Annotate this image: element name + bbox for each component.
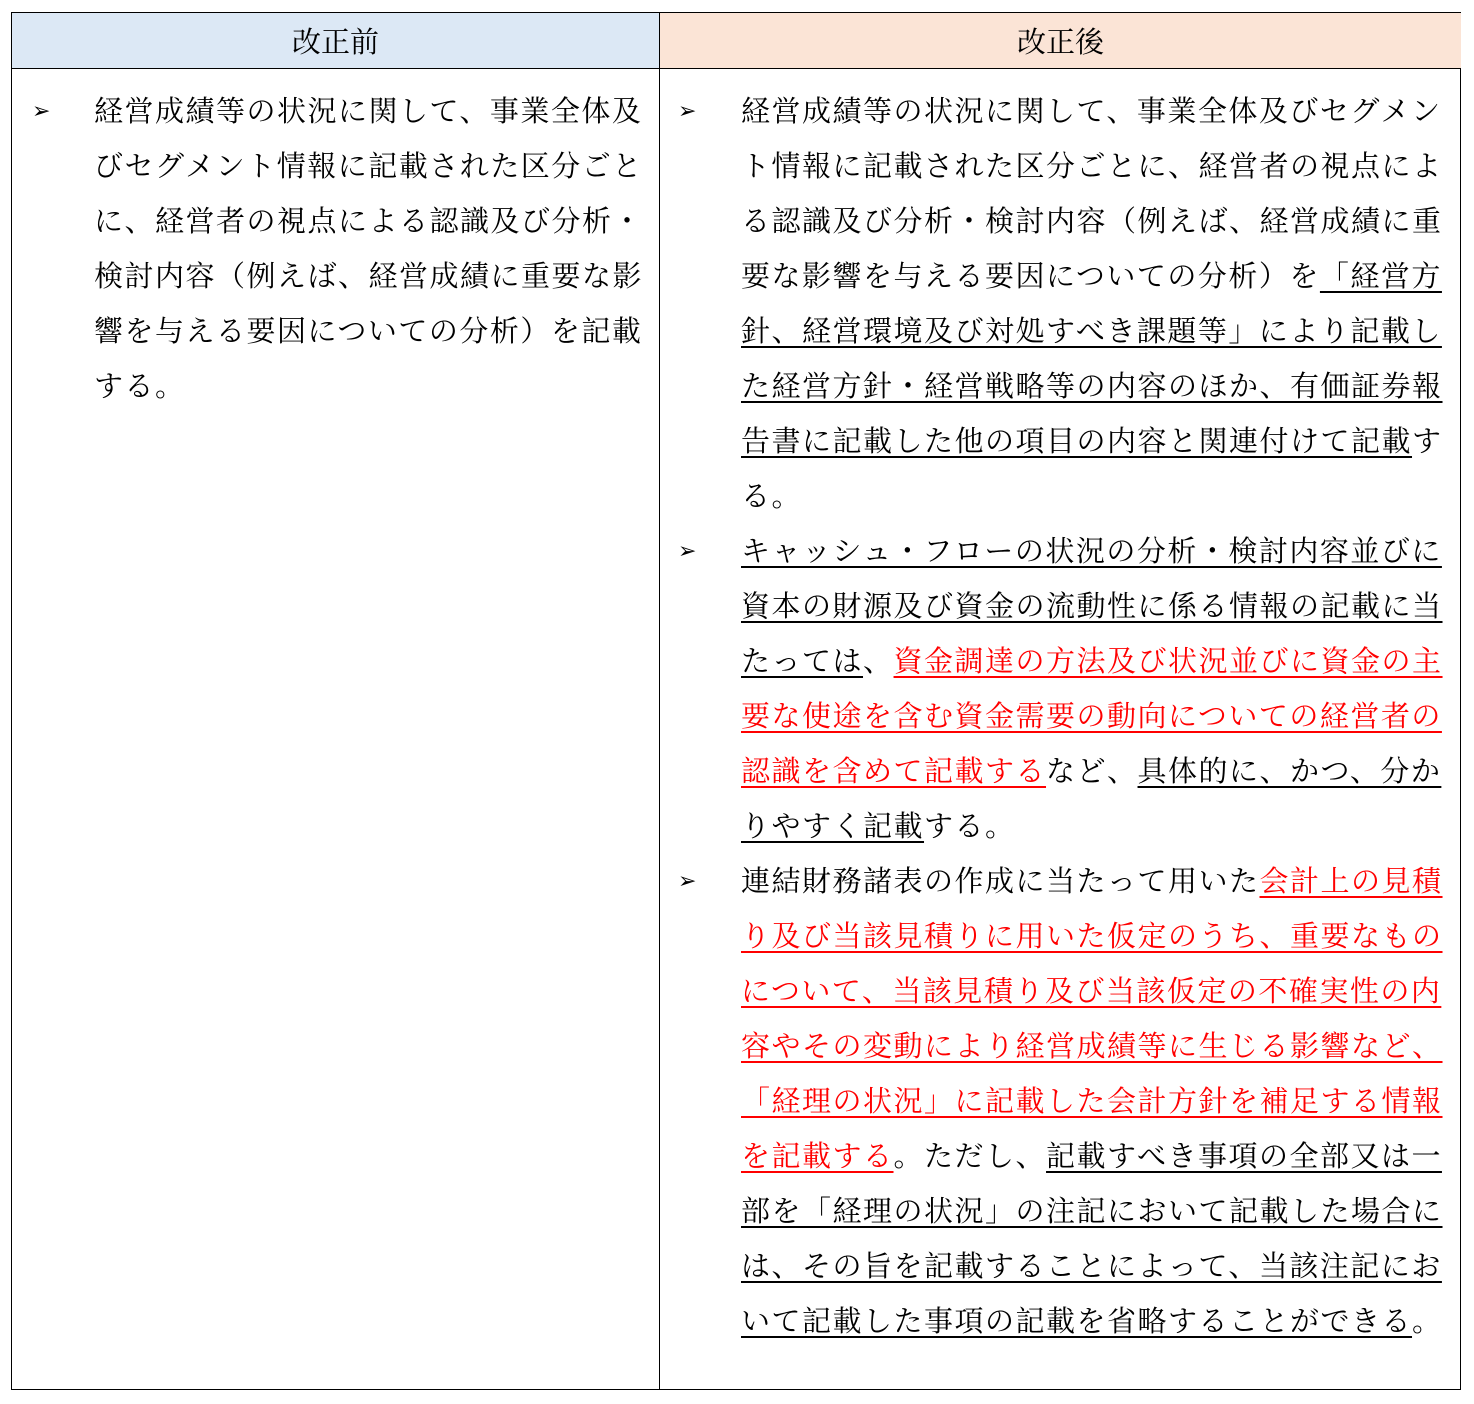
after-item-2-text: など、 <box>1046 754 1138 788</box>
after-item-2-underlined: キャッシュ・フローの状況の分析・検討内容並びに資本の財源及び資金の流動性に係る情報の記載に当たっては <box>741 534 1443 678</box>
after-item-2 <box>660 524 1461 854</box>
header-before: 改正前 <box>12 13 660 69</box>
after-item-2-underlined-2: 具体的に、かつ、分かりやすく記載 <box>741 754 1442 843</box>
after-item-1-underlined: 「経営方針、経営環境及び対処すべき課題等」により記載した経営方針・経営戦略等の内容のほか、有価証券報告書に記載した他の項目の内容と関連付けて記載 <box>741 259 1443 458</box>
after-item-1-end: する。 <box>741 424 1443 513</box>
after-item-2-comma: 、 <box>863 644 894 678</box>
before-item-1-text: 経営成績等の状況に関して、事業全体及びセグメント情報に記載された区分ごとに、経営者の視点による認識及び分析・検討内容（例えば、経営成績に重要な影響を与える要因についての分析）を記載する。 <box>94 94 644 403</box>
after-item-1-text: 経営成績等の状況に関して、事業全体及びセグメント情報に記載された区分ごとに、経営者の視点による認識及び分析・検討内容（例えば、経営成績に重要な影響を与える要因についての分析）を <box>741 94 1443 293</box>
after-item-3-red-underlined: 会計上の見積り及び当該見積りに用いた仮定のうち、重要なものについて、当該見積り及び当該仮定の不確実性の内容やその変動により経営成績等に生じる影響など、「経理の状況」に記載した会計方針を補足する情報を記載する <box>741 864 1443 1173</box>
after-item-2-end: する。 <box>924 809 1016 843</box>
header-after: 改正後 <box>660 13 1461 69</box>
after-item-3-text-2: 。ただし、 <box>893 1139 1047 1173</box>
column-after <box>660 69 1461 1389</box>
comparison-table <box>11 12 1461 1390</box>
bullet-arrow-icon: ➢ <box>678 99 698 124</box>
after-item-3-text: 連結財務諸表の作成に当たって用いた <box>741 864 1260 898</box>
bullet-arrow-icon: ➢ <box>678 869 698 894</box>
after-item-1 <box>660 84 1461 524</box>
after-item-3-underlined: 記載すべき事項の全部又は一部を「経理の状況」の注記において記載した場合には、その旨を記載することによって、当該注記において記載した事項の記載を省略することができる <box>741 1139 1443 1338</box>
column-before <box>12 69 660 1389</box>
after-item-3-end: 。 <box>1412 1304 1443 1338</box>
bullet-arrow-icon: ➢ <box>678 539 698 564</box>
bullet-arrow-icon: ➢ <box>32 99 52 124</box>
before-item-1 <box>12 84 659 414</box>
after-item-3 <box>660 854 1461 1349</box>
after-item-2-red-underlined: 資金調達の方法及び状況並びに資金の主要な使途を含む資金需要の動向についての経営者の認識を含めて記載する <box>741 644 1443 788</box>
